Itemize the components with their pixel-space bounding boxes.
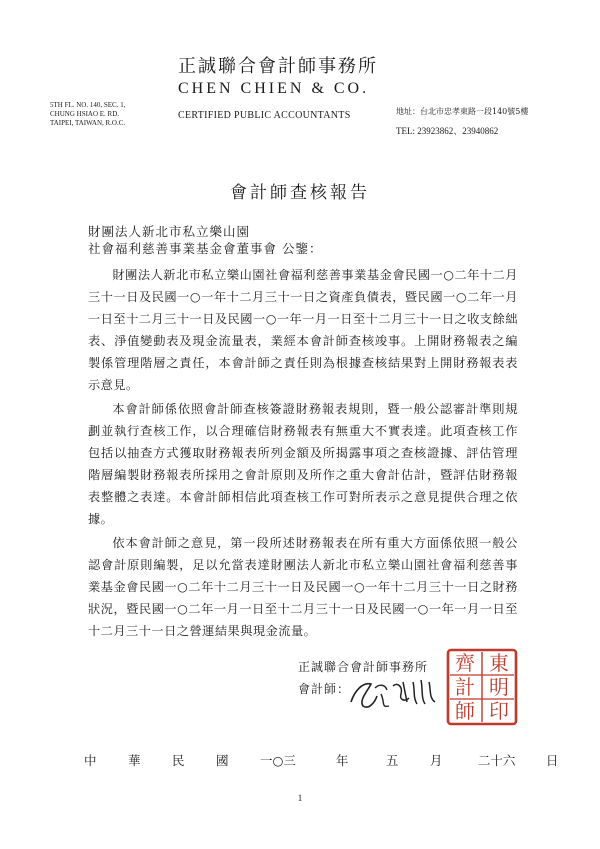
page-number: 1 (297, 793, 303, 803)
svg-text:齊: 齊 (455, 651, 475, 675)
date-part: 民 (171, 753, 185, 768)
addressee-line-1: 財團法人新北市私立樂山園 (88, 224, 251, 239)
addressee-line-2: 社會福利慈善事業基金會董事會 公鑒： (88, 241, 323, 256)
address-en-line: 5TH FL. NO. 140, SEC. 1, (50, 101, 126, 109)
date-part: 五 (385, 753, 399, 768)
date-part: 國 (215, 753, 229, 768)
date-part: 一○三 (259, 753, 296, 768)
paragraph-scope: 財團法人新北市私立樂山園社會福利慈善事業基金會民國一○二年十二月三十一日及民國一○一年十二月三十一日之資產負債表，暨民國一○二年一月一日至十二月三十一日及民國一○一年一月一日至十二月三十一日之收支餘絀表、淨值變動表及現金流量表，業經本會計師查核竣事。上開財務報表之編製係管理階層之責任，本會計師之責任則為根據查核結果對上開財務報表表示意見。 (88, 268, 518, 392)
svg-text:師: 師 (455, 699, 475, 723)
date-part: 月 (429, 753, 443, 768)
seal-stamp (446, 648, 518, 726)
signoff-accountant: 會計師： (298, 682, 351, 696)
date-part: 日 (545, 753, 559, 768)
date-part: 華 (127, 753, 141, 768)
date-part: 二十六 (477, 753, 516, 768)
address-en (50, 101, 125, 128)
handwritten-signature (345, 672, 445, 714)
svg-text:印: 印 (489, 699, 509, 723)
report-date (84, 751, 566, 769)
svg-text:東: 東 (489, 651, 509, 675)
report-title: 會計師查核報告 (230, 183, 370, 203)
address-en-line: CHUNG HSIAO E. RD. (50, 110, 120, 118)
paragraph-opinion: 依本會計師之意見，第一段所述財務報表在所有重大方面係依照一般公認會計原則編製，足以允當表達財團法人新北市私立樂山園社會福利慈善事業基金會民國一○二年十二月三十一日及民國一○一年十二月三十一日之財務狀況，暨民國一○二年一月一日至十二月三十一日及民國一○一年一月一日至十二月三十一日之營運結果與現金流量。 (88, 536, 518, 638)
svg-text:計: 計 (455, 675, 475, 699)
firm-name-en: CHEN CHIEN & CO. (178, 80, 370, 97)
signoff-firm: 正誠聯合會計師事務所 (298, 660, 429, 674)
telephone: TEL: 23923862、23940862 (396, 126, 499, 136)
address-en-line: TAIPEI, TAIWAN, R.O.C. (50, 119, 126, 127)
date-part: 年 (335, 753, 349, 768)
address-cn: 地址：台北市忠孝東路一段140號5樓 (396, 107, 529, 116)
svg-text:明: 明 (489, 675, 509, 699)
date-part: 中 (84, 753, 97, 768)
paragraph-basis: 本會計師係依照會計師查核簽證財務報表規則，暨一般公認審計準則規劃並執行查核工作，以合理確信財務報表有無重大不實表達。此項查核工作包括以抽查方式獲取財務報表所列金額及所揭露事項之查核證據、評估管理階層編製財務報表所採用之會計原則及所作之重大會計估計，暨評估財務報表整體之表達。本會計師相信此項查核工作可對所表示之意見提供合理之依據。 (88, 402, 518, 526)
firm-subtitle: CERTIFIED PUBLIC ACCOUNTANTS (178, 110, 351, 121)
firm-name-cn: 正誠聯合會計師事務所 (178, 56, 378, 77)
